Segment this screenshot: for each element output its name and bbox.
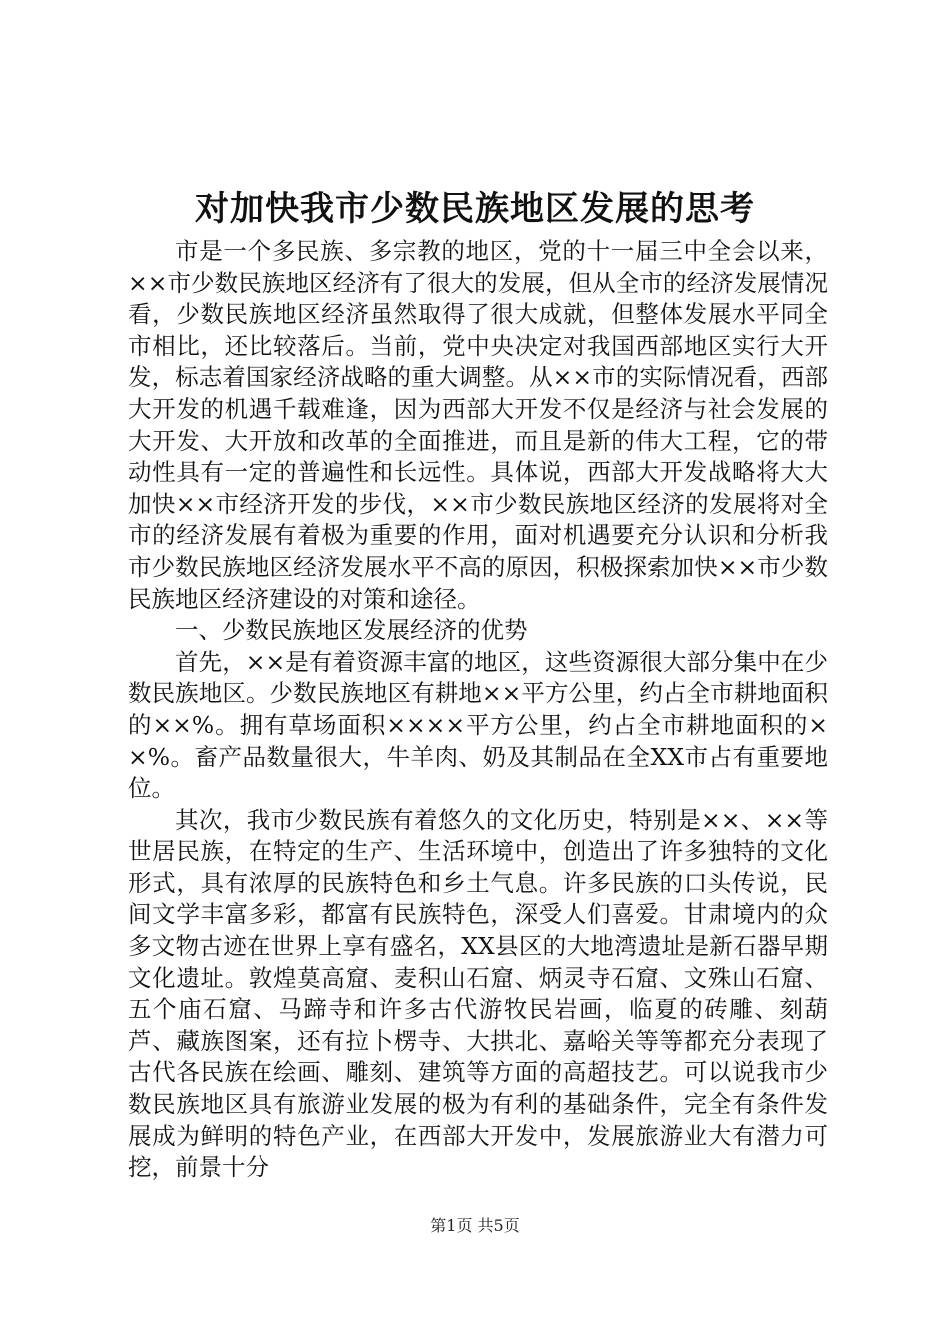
page-footer: 第1页 共5页 — [430, 1216, 520, 1235]
document-body — [128, 236, 828, 1184]
paragraph-resources: 首先，××是有着资源丰富的地区，这些资源很大部分集中在少数民族地区。少数民族地区有耕地××平方公里，约占全市耕地面积的××%。拥有草场面积××××平方公里，约占全市耕地面积的××%。畜产品数量很大，牛羊肉、奶及其制品在全XX市占有重要地位。 — [128, 647, 828, 803]
document-title: 对加快我市少数民族地区发展的思考 — [195, 189, 755, 229]
section-heading-advantages: 一、少数民族地区发展经济的优势 — [175, 616, 528, 645]
paragraph-culture: 其次，我市少数民族有着悠久的文化历史，特别是××、××等世居民族，在特定的生产、生活环境中，创造出了许多独特的文化形式，具有浓厚的民族特色和乡土气息。许多民族的口头传说，民间文学丰富多彩，都富有民族特色，深受人们喜爱。甘肃境内的众多文物古迹在世界上享有盛名，XX县区的大地湾遗址是新石器早期文化遗址。敦煌莫高窟、麦积山石窟、炳灵寺石窟、文殊山石窟、五个庙石窟、马蹄寺和许多古代游牧民岩画，临夏的砖雕、刻葫芦、藏族图案，还有拉卜楞寺、大拱北、嘉峪关等等都充分表现了古代各民族在绘画、雕刻、建筑等方面的高超技艺。可以说我市少数民族地区具有旅游业发展的极为有利的基础条件，完全有条件发展成为鲜明的特色产业，在西部大开发中，发展旅游业大有潜力可挖，前景十分 — [128, 805, 828, 1182]
paragraph-intro: 市是一个多民族、多宗教的地区，党的十一届三中全会以来，××市少数民族地区经济有了很大的发展，但从全市的经济发展情况看，少数民族地区经济虽然取得了很大成就，但整体发展水平同全市相比，还比较落后。当前，党中央决定对我国西部地区实行大开发，标志着国家经济战略的重大调整。从××市的实际情况看，西部大开发的机遇千载难逢，因为西部大开发不仅是经济与社会发展的大开发、大开放和改革的全面推进，而且是新的伟大工程，它的带动性具有一定的普遍性和长远性。具体说，西部大开发战略将大大加快××市经济开发的步伐，××市少数民族地区经济的发展将对全市的经济发展有着极为重要的作用，面对机遇要充分认识和分析我市少数民族地区经济发展水平不高的原因，积极探索加快××市少数民族地区经济建设的对策和途径。 — [128, 237, 828, 613]
